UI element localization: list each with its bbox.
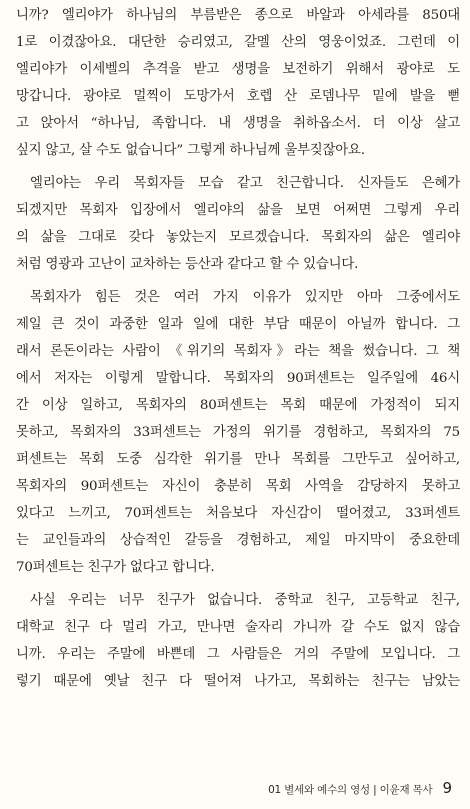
page-number: 9 xyxy=(442,779,452,797)
text-line: 못하고, 목회자의 33퍼센트는 가정의 위기를 경험하고, 목회자의 75 xyxy=(16,425,460,440)
text-line: 래서 론돈이라는 사람이 《위기의 목회자》라는 책을 썼습니다. 그 책 xyxy=(16,344,460,359)
text-line: 사실 우리는 너무 친구가 없습니다. 중학교 친구, 고등학교 친구, xyxy=(30,593,460,608)
paragraph xyxy=(16,284,460,581)
text-line: 처럼 영광과 고난이 교차하는 등산과 같다고 할 수 있습니다. xyxy=(16,257,359,272)
text-line: 에서 저자는 이렇게 말합니다. 목회자의 90퍼센트는 일주일에 46시 xyxy=(16,371,460,386)
text-line: 간 이상 일하고, 목회자의 80퍼센트는 목회 때문에 가정적이 되지 xyxy=(16,398,460,413)
text-line: 목회자의 90퍼센트는 자신이 충분히 목회 사역을 감당하지 못하고 xyxy=(16,479,460,494)
paragraph xyxy=(16,2,460,164)
text-line: 목회자가 힘든 것은 여러 가지 이유가 있지만 아마 그중에서도 xyxy=(30,290,460,305)
page-footer xyxy=(268,779,452,797)
text-line: 망갑니다. 광야로 멀찍이 도망가서 호렙 산 로뎀나무 밑에 발을 뻗 xyxy=(16,89,460,104)
text-line: 니까? 엘리야가 하나님의 부름받은 종으로 바알과 아세라를 850대 xyxy=(16,8,460,23)
paragraph xyxy=(16,170,460,278)
text-line: 고 앉아서 “하나님, 족합니다. 내 생명을 취하옵소서. 더 이상 살고 xyxy=(16,116,460,131)
text-line: 70퍼센트는 친구가 없다고 합니다. xyxy=(16,560,215,575)
text-line: 있다고 느끼고, 70퍼센트는 처음보다 자신감이 떨어졌고, 33퍼센트 xyxy=(16,506,460,521)
running-head: 01 별세와 예수의 영성 | 이윤재 목사 xyxy=(268,784,433,796)
paragraph xyxy=(16,587,460,695)
text-line: 되겠지만 목회자 입장에서 엘리야의 삶을 보면 어쩌면 그렇게 우리 xyxy=(16,203,460,218)
text-line: 는 교인들과의 상습적인 갈등을 경험하고, 제일 마지막이 중요한데 xyxy=(16,533,460,548)
text-line: 렇기 때문에 옛날 친구 다 떨어져 나가고, 목회하는 친구는 남았는 xyxy=(16,674,460,689)
text-line: 제일 큰 것이 과중한 일과 일에 대한 부담 때문이 아닐까 합니다. 그 xyxy=(16,317,460,332)
text-line: 엘리야는 우리 목회자들 모습 같고 친근합니다. 신자들도 은혜가 xyxy=(30,176,460,191)
text-line: 1로 이겼잖아요. 대단한 승리였고, 갈멜 산의 영웅이었죠. 그런데 이 xyxy=(16,35,460,50)
text-line: 엘리야가 이세벨의 추격을 받고 생명을 보전하기 위해서 광야로 도 xyxy=(16,62,460,77)
text-line: 싶지 않고, 살 수도 없습니다” 그렇게 하나님께 울부짖잖아요. xyxy=(16,143,365,158)
text-line: 의 삶을 그대로 갖다 놓았는지 모르겠습니다. 목회자의 삶은 엘리야 xyxy=(16,230,460,245)
text-line: 대학교 친구 다 멀리 가고, 만나면 술자리 가니까 갈 수도 없지 않습 xyxy=(16,620,460,635)
text-line: 니까. 우리는 주말에 바쁜데 그 사람들은 거의 주말에 모입니다. 그 xyxy=(16,647,460,662)
text-line: 퍼센트는 목회 도중 심각한 위기를 만나 목회를 그만두고 싶어하고, xyxy=(16,452,460,467)
body-text xyxy=(16,2,460,695)
